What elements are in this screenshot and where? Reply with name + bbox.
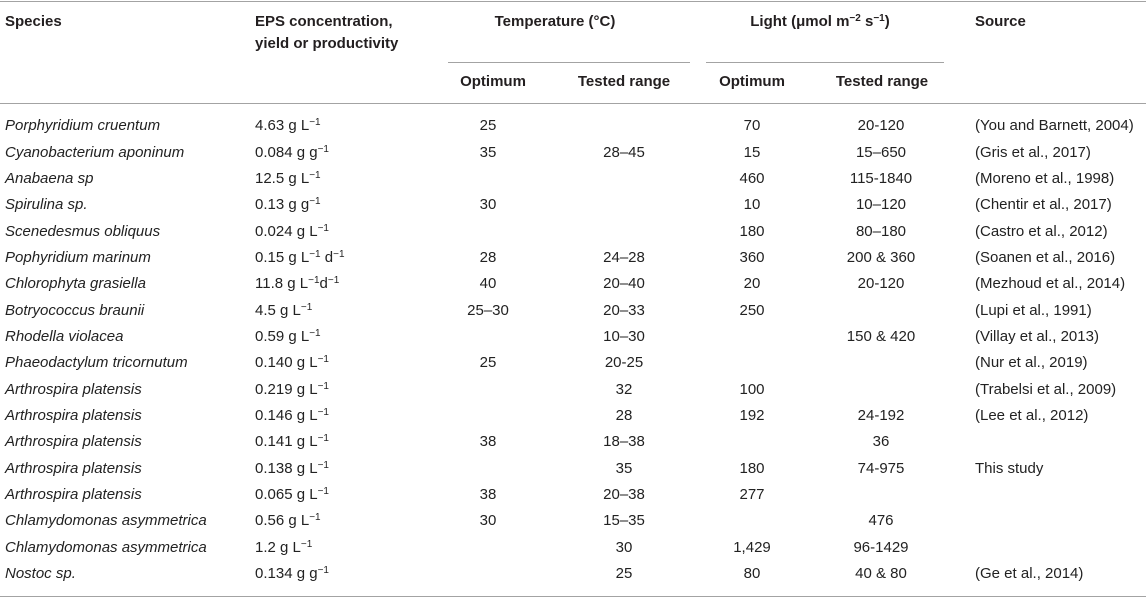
cell-eps [250, 116, 440, 136]
eps-exponent: −1 [317, 380, 329, 392]
cell-temperature-optimum: 25 [479, 354, 497, 372]
table-row [0, 245, 1146, 271]
cell-species: Arthrospira platensis [5, 459, 142, 477]
cell-temperature-optimum: 30 [479, 512, 497, 530]
cell-light-optimum: 180 [739, 459, 765, 477]
table-row [0, 508, 1146, 534]
header-light-exponent: −1 [873, 13, 885, 24]
cell-light-optimum: 70 [743, 117, 761, 135]
cell-species: Arthrospira platensis [5, 406, 142, 424]
cell-temperature-range: 20–38 [603, 485, 645, 503]
cell-temperature-optimum: 25–30 [467, 301, 509, 319]
header-light-range: Tested range [835, 73, 929, 90]
table-top-rule [0, 1, 1146, 2]
cell-light-optimum: 10 [743, 196, 761, 214]
cell-light-optimum: 1,429 [733, 538, 771, 556]
cell-species: Arthrospira platensis [5, 380, 142, 398]
cell-eps [250, 511, 440, 531]
cell-species: Cyanobacterium aponinum [5, 143, 185, 161]
cell-light-optimum: 100 [739, 380, 765, 398]
cell-light-optimum: 360 [739, 248, 765, 266]
cell-light-optimum: 192 [739, 406, 765, 424]
header-light-exponent: −2 [849, 13, 861, 24]
header-temperature-range: Tested range [577, 73, 671, 90]
table-row [0, 297, 1146, 323]
cell-species: Spirulina sp. [5, 196, 88, 214]
eps-exponent: −1 [300, 538, 313, 550]
cell-temperature-range: 35 [615, 459, 633, 477]
eps-exponent: −1 [317, 485, 329, 497]
cell-temperature-range: 10–30 [603, 327, 645, 345]
cell-eps [250, 459, 440, 479]
table-bottom-rule [0, 596, 1146, 597]
eps-value: 1.2 g L [255, 538, 301, 556]
cell-source: (Mezhoud et al., 2014) [975, 275, 1126, 293]
cell-eps [250, 327, 440, 347]
header-source: Source [975, 13, 1026, 30]
eps-value: 0.59 g L [255, 327, 310, 345]
eps-value: 0.13 g g [255, 196, 310, 214]
eps-exponent: −1 [333, 248, 345, 260]
cell-eps [250, 248, 440, 268]
cell-temperature-range: 28–45 [603, 143, 645, 161]
cell-eps [250, 274, 440, 294]
header-bottom-rule [0, 103, 1146, 104]
cell-eps [250, 380, 440, 400]
cell-species: Scenedesmus obliquus [5, 222, 161, 240]
table-row [0, 455, 1146, 481]
cell-temperature-optimum: 25 [479, 117, 497, 135]
cell-source: (Lee et al., 2012) [975, 406, 1089, 424]
cell-eps [250, 301, 440, 321]
cell-light-optimum: 277 [739, 485, 765, 503]
cell-temperature-range: 28 [615, 406, 633, 424]
table-row [0, 403, 1146, 429]
eps-value: 0.140 g L [255, 354, 318, 372]
table-row [0, 376, 1146, 402]
cell-source: (Nur et al., 2019) [975, 354, 1088, 372]
eps-exponent: −1 [317, 459, 329, 471]
eps-value: d [319, 275, 328, 293]
eps-exponent: −1 [317, 143, 329, 155]
cell-light-optimum: 80 [743, 565, 761, 583]
cell-source: (Moreno et al., 1998) [975, 169, 1115, 187]
header-temperature: Temperature (°C) [494, 13, 616, 30]
cell-species: Pophyridium marinum [5, 248, 151, 266]
cell-light-range: 36 [872, 433, 890, 451]
cell-eps [250, 195, 440, 215]
table-body [0, 113, 1146, 587]
cell-light-range: 15–650 [855, 143, 907, 161]
cell-species: Nostoc sp. [5, 565, 76, 583]
eps-value: 0.15 g L [255, 248, 310, 266]
eps-exponent: −1 [309, 327, 321, 339]
eps-exponent: −1 [309, 117, 321, 129]
eps-exponent: −1 [300, 301, 313, 313]
eps-value: 0.141 g L [255, 433, 318, 451]
cell-temperature-range: 30 [615, 538, 633, 556]
cell-light-range: 115-1840 [849, 169, 913, 187]
cell-species: Arthrospira platensis [5, 485, 142, 503]
cell-source: (Trabelsi et al., 2009) [975, 380, 1117, 398]
header-light-text: s [860, 13, 874, 30]
table-row [0, 113, 1146, 139]
light-header-rule [706, 62, 944, 63]
table-row [0, 139, 1146, 165]
eps-value: 12.5 g L [255, 169, 310, 187]
cell-source: (Ge et al., 2014) [975, 565, 1084, 583]
eps-value: 11.8 g L [255, 275, 309, 293]
cell-light-range: 80–180 [855, 222, 907, 240]
table-row [0, 429, 1146, 455]
table-row [0, 561, 1146, 587]
cell-species: Botryococcus braunii [5, 301, 145, 319]
cell-temperature-optimum: 28 [479, 248, 497, 266]
eps-value: 0.084 g g [255, 143, 318, 161]
cell-light-range: 150 & 420 [846, 327, 916, 345]
eps-value: 0.024 g L [255, 222, 318, 240]
cell-source: (Gris et al., 2017) [975, 143, 1091, 161]
cell-eps [250, 485, 440, 505]
cell-light-range: 200 & 360 [846, 248, 916, 266]
cell-eps [250, 143, 440, 163]
cell-temperature-range: 20–40 [603, 275, 645, 293]
eps-exponent: −1 [317, 565, 329, 577]
cell-temperature-range: 24–28 [603, 248, 645, 266]
cell-light-optimum: 180 [739, 222, 765, 240]
cell-temperature-optimum: 40 [479, 275, 497, 293]
cell-eps [250, 222, 440, 242]
eps-exponent: −1 [317, 433, 329, 445]
eps-value: 0.219 g L [255, 380, 318, 398]
cell-light-range: 24-192 [857, 406, 905, 424]
cell-species: Chlamydomonas asymmetrica [5, 512, 207, 530]
eps-value: d [320, 248, 334, 266]
cell-temperature-range: 20–33 [603, 301, 645, 319]
cell-eps [250, 353, 440, 373]
eps-exponent: −1 [309, 248, 321, 260]
cell-species: Rhodella violacea [5, 327, 124, 345]
eps-exponent: −1 [327, 275, 340, 287]
cell-temperature-optimum: 30 [479, 196, 497, 214]
cell-temperature-range: 25 [615, 565, 633, 583]
cell-eps [250, 538, 440, 558]
cell-temperature-optimum: 38 [479, 433, 497, 451]
table-row [0, 192, 1146, 218]
eps-value: 0.146 g L [255, 406, 318, 424]
eps-value: 4.5 g L [255, 301, 301, 319]
eps-value: 4.63 g L [255, 117, 310, 135]
cell-temperature-range: 18–38 [603, 433, 645, 451]
cell-light-range: 74-975 [857, 459, 905, 477]
header-eps-line2: yield or productivity [255, 35, 399, 52]
header-eps-line1: EPS concentration, [255, 13, 393, 30]
cell-temperature-range: 15–35 [603, 512, 645, 530]
temperature-header-rule [448, 62, 690, 63]
cell-light-range: 96-1429 [853, 538, 909, 556]
table-row [0, 535, 1146, 561]
cell-source: This study [975, 459, 1044, 477]
cell-species: Anabaena sp [5, 169, 94, 187]
header-eps [255, 11, 398, 55]
header-temperature-optimum: Optimum [460, 73, 526, 90]
eps-exponent: −1 [317, 354, 329, 366]
cell-temperature-range: 32 [615, 380, 633, 398]
cell-light-range: 20-120 [857, 117, 905, 135]
header-light-optimum: Optimum [719, 73, 785, 90]
cell-light-range: 10–120 [855, 196, 907, 214]
cell-species: Chlamydomonas asymmetrica [5, 538, 207, 556]
cell-eps [250, 432, 440, 452]
header-light [712, 11, 928, 33]
eps-exponent: −1 [309, 196, 321, 208]
cell-light-optimum: 20 [743, 275, 761, 293]
cell-temperature-range: 20-25 [604, 354, 644, 372]
cell-light-range: 20-120 [857, 275, 905, 293]
table-row [0, 166, 1146, 192]
header-species: Species [5, 13, 62, 30]
table-row [0, 482, 1146, 508]
cell-species: Phaeodactylum tricornutum [5, 354, 188, 372]
eps-value: 0.065 g L [255, 485, 318, 503]
table-row [0, 350, 1146, 376]
cell-eps [250, 169, 440, 189]
table-row [0, 218, 1146, 244]
cell-temperature-optimum: 38 [479, 485, 497, 503]
cell-source: (You and Barnett, 2004) [975, 117, 1134, 135]
table-row [0, 271, 1146, 297]
cell-source: (Lupi et al., 1991) [975, 301, 1092, 319]
eps-exponent: −1 [308, 275, 320, 287]
cell-species: Arthrospira platensis [5, 433, 142, 451]
cell-eps [250, 564, 440, 584]
eps-value: 0.134 g g [255, 565, 318, 583]
cell-eps [250, 406, 440, 426]
eps-exponent: −1 [317, 222, 329, 234]
cell-light-optimum: 15 [743, 143, 761, 161]
cell-light-range: 40 & 80 [855, 565, 907, 583]
eps-value: 0.138 g L [255, 459, 318, 477]
header-light-text: Light (μmol m [750, 13, 850, 30]
cell-species: Porphyridium cruentum [5, 117, 161, 135]
eps-exponent: −1 [309, 169, 321, 181]
cell-species: Chlorophyta grasiella [5, 275, 146, 293]
header-light-text: ) [884, 13, 890, 30]
eps-exponent: −1 [317, 406, 329, 418]
cell-light-optimum: 250 [739, 301, 765, 319]
table-row [0, 324, 1146, 350]
cell-source: (Chentir et al., 2017) [975, 196, 1112, 214]
eps-exponent: −1 [309, 512, 321, 524]
cell-light-optimum: 460 [739, 169, 765, 187]
cell-source: (Villay et al., 2013) [975, 327, 1099, 345]
cell-light-range: 476 [868, 512, 894, 530]
cell-source: (Soanen et al., 2016) [975, 248, 1116, 266]
cell-source: (Castro et al., 2012) [975, 222, 1108, 240]
cell-temperature-optimum: 35 [479, 143, 497, 161]
eps-value: 0.56 g L [255, 512, 310, 530]
